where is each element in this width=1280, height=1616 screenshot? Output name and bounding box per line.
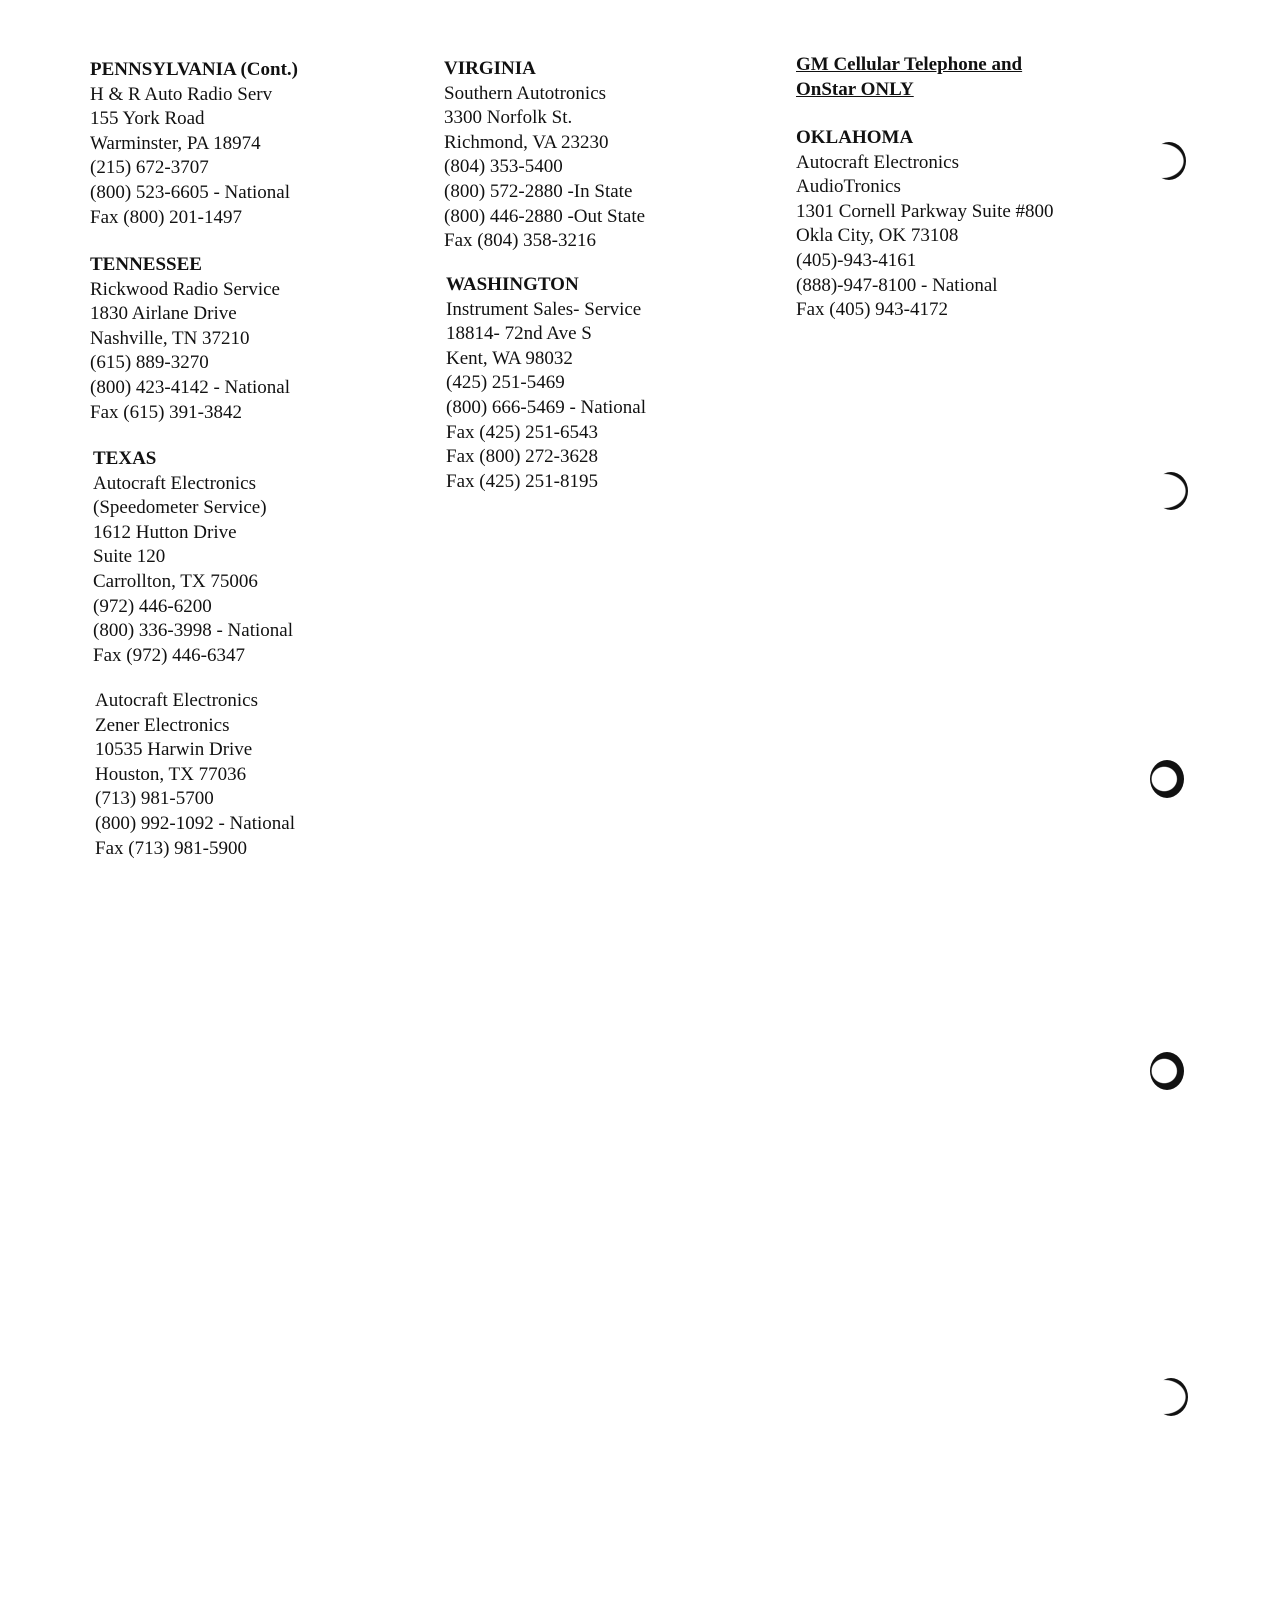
section-washington [446,273,646,494]
street-address: 3300 Norfolk St. [444,107,573,129]
fax-number: Fax (405) 943-4172 [796,299,948,321]
section-pennsylvania [90,58,298,230]
street-address: 155 York Road [90,108,205,130]
city-state-zip: Richmond, VA 23230 [444,131,609,153]
phone-number: (215) 672-3707 [90,157,209,179]
fax-number: Fax (804) 358-3216 [444,230,596,252]
business-name: Instrument Sales- Service [446,298,642,320]
section-tennessee [90,253,290,425]
business-name: Autocraft Electronics [796,151,960,173]
phone-number: (800) 666-5469 - National [446,396,646,418]
punch-hole-icon [1152,142,1186,180]
state-heading: TEXAS [93,448,157,469]
punch-hole-icon [1150,760,1184,798]
phone-number: (800) 572-2880 -In State [444,180,633,202]
phone-number: (800) 446-2880 -Out State [444,205,646,227]
phone-number: (713) 981-5700 [95,788,214,810]
state-heading: PENNSYLVANIA (Cont.) [90,59,298,80]
business-name: Autocraft Electronics [93,472,257,494]
street-address: 1301 Cornell Parkway Suite #800 [796,200,1054,222]
street-address: 1612 Hutton Drive [93,521,237,543]
city-state-zip: Carrollton, TX 75006 [93,570,258,592]
fax-number: Fax (615) 391-3842 [90,401,242,423]
suite: Suite 120 [93,546,166,568]
phone-number: (972) 446-6200 [93,595,212,617]
city-state-zip: Houston, TX 77036 [95,763,247,785]
city-state-zip: Warminster, PA 18974 [90,132,261,154]
business-name: H & R Auto Radio Serv [90,83,273,105]
street-address: 18814- 72nd Ave S [446,323,592,345]
punch-hole-icon [1150,1052,1184,1090]
note-line: OnStar ONLY [796,78,914,100]
fax-number: Fax (800) 201-1497 [90,206,242,228]
city-state-zip: Okla City, OK 73108 [796,225,959,247]
phone-number: (425) 251-5469 [446,372,565,394]
section-texas-houston [95,689,295,861]
business-name: Rickwood Radio Service [90,278,280,300]
business-name: Autocraft Electronics [95,690,259,711]
fax-number: Fax (713) 981-5900 [95,837,247,859]
punch-hole-icon [1154,472,1188,510]
business-note: (Speedometer Service) [93,497,267,519]
fax-number: Fax (800) 272-3628 [446,446,598,468]
business-name: Southern Autotronics [444,82,607,104]
state-heading: TENNESSEE [90,254,202,275]
business-name: AudioTronics [796,176,901,198]
fax-number: Fax (425) 251-6543 [446,421,598,443]
street-address: 10535 Harwin Drive [95,739,253,761]
city-state-zip: Nashville, TN 37210 [90,327,250,349]
business-name: Zener Electronics [95,714,230,736]
phone-number: (405)-943-4161 [796,249,917,271]
note-line: GM Cellular Telephone and [796,54,1023,75]
state-heading: WASHINGTON [446,274,579,295]
section-virginia [444,57,645,254]
phone-number: (800) 523-6605 - National [90,181,290,203]
city-state-zip: Kent, WA 98032 [446,347,573,369]
state-heading: VIRGINIA [444,58,536,79]
punch-hole-icon [1154,1378,1188,1416]
phone-number: (800) 336-3998 - National [93,620,293,642]
section-oklahoma [796,126,1054,323]
phone-number: (888)-947-8100 - National [796,274,998,296]
phone-number: (615) 889-3270 [90,352,209,374]
phone-number: (800) 423-4142 - National [90,376,290,398]
state-heading: OKLAHOMA [796,127,914,148]
fax-number: Fax (425) 251-8195 [446,470,598,492]
gm-cellular-note [796,53,1022,102]
section-texas [93,447,293,668]
phone-number: (804) 353-5400 [444,156,563,178]
street-address: 1830 Airlane Drive [90,303,237,325]
fax-number: Fax (972) 446-6347 [93,644,245,666]
phone-number: (800) 992-1092 - National [95,812,295,834]
column-1 [90,58,298,230]
